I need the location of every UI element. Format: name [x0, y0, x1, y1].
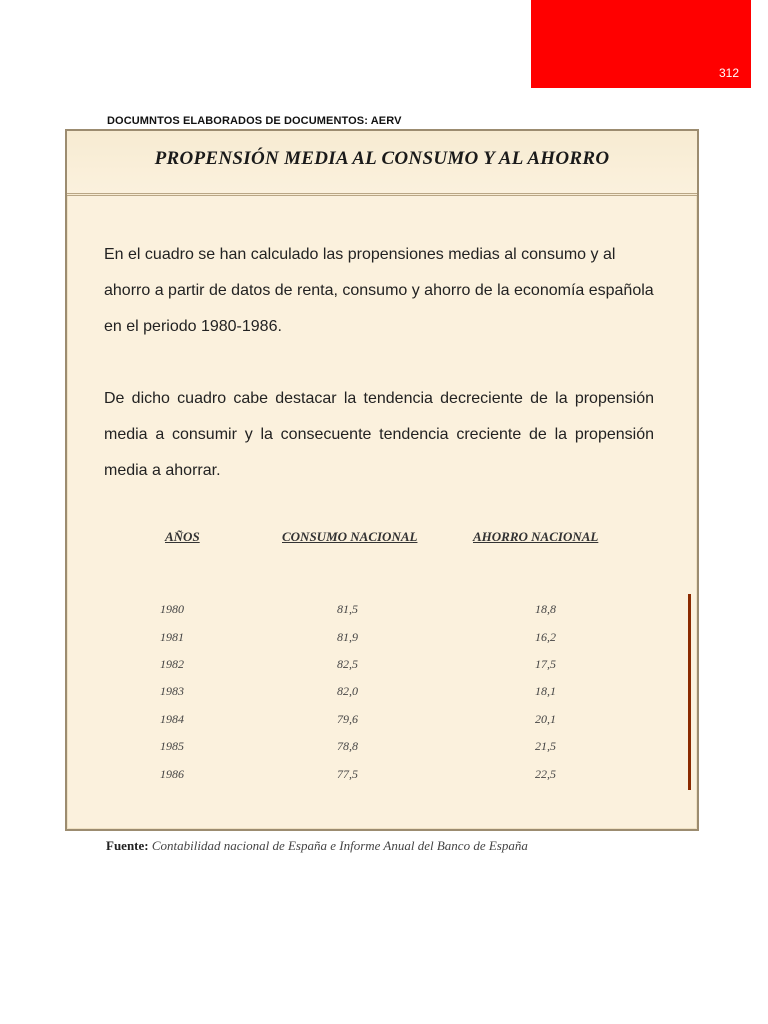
- title-band: [67, 131, 697, 196]
- paragraph-intro: En el cuadro se han calculado las propensiones medias al consumo y al ahorro a partir de datos de renta, consumo y ahorro de la economía española en el periodo 1980-1986.: [104, 246, 654, 335]
- cell-ahorro: 18,8: [535, 602, 556, 616]
- cell-year: 1982: [160, 657, 184, 671]
- cell-consumo: 77,5: [337, 767, 358, 781]
- cell-ahorro: 22,5: [535, 767, 556, 781]
- cell-year: 1983: [160, 684, 184, 698]
- cell-consumo: 81,9: [337, 630, 358, 644]
- cell-ahorro: 20,1: [535, 712, 556, 726]
- cell-year: 1985: [160, 739, 184, 753]
- cell-consumo: 78,8: [337, 739, 358, 753]
- cell-year: 1986: [160, 767, 184, 781]
- table-row: [67, 630, 697, 650]
- cell-ahorro: 18,1: [535, 684, 556, 698]
- paragraph-conclusion: De dicho cuadro cabe destacar la tendencia decreciente de la propensión media a consumir y la consecuente tendencia creciente de la propensión media a ahorrar.: [104, 390, 654, 479]
- content-panel: [65, 129, 699, 831]
- table-header-years: AÑOS: [165, 529, 200, 544]
- cell-consumo: 82,0: [337, 684, 358, 698]
- table-row: [67, 767, 697, 787]
- cell-year: 1981: [160, 630, 184, 644]
- cell-year: 1980: [160, 602, 184, 616]
- source-text: Contabilidad nacional de España e Informe Anual del Banco de España: [151, 838, 528, 853]
- side-accent-line: [688, 594, 691, 790]
- table-row: [67, 684, 697, 704]
- table-row: [67, 739, 697, 759]
- cell-consumo: 82,5: [337, 657, 358, 671]
- panel-title: PROPENSIÓN MEDIA AL CONSUMO Y AL AHORRO: [154, 148, 610, 169]
- table-row: [67, 657, 697, 677]
- cell-consumo: 79,6: [337, 712, 358, 726]
- cell-ahorro: 16,2: [535, 630, 556, 644]
- page-number: 312: [718, 66, 739, 80]
- cell-ahorro: 21,5: [535, 739, 556, 753]
- document-header: DOCUMNTOS ELABORADOS DE DOCUMENTOS: AERV: [107, 115, 402, 127]
- page-number-tab: [531, 0, 751, 88]
- table-header-consumo: CONSUMO NACIONAL: [282, 529, 418, 544]
- cell-consumo: 81,5: [337, 602, 358, 616]
- cell-year: 1984: [160, 712, 184, 726]
- table-row: [67, 712, 697, 732]
- source-label: Fuente:: [106, 838, 149, 853]
- source-note: [106, 838, 528, 854]
- cell-ahorro: 17,5: [535, 657, 556, 671]
- table-row: [67, 602, 697, 622]
- table-header-ahorro: AHORRO NACIONAL: [473, 529, 599, 544]
